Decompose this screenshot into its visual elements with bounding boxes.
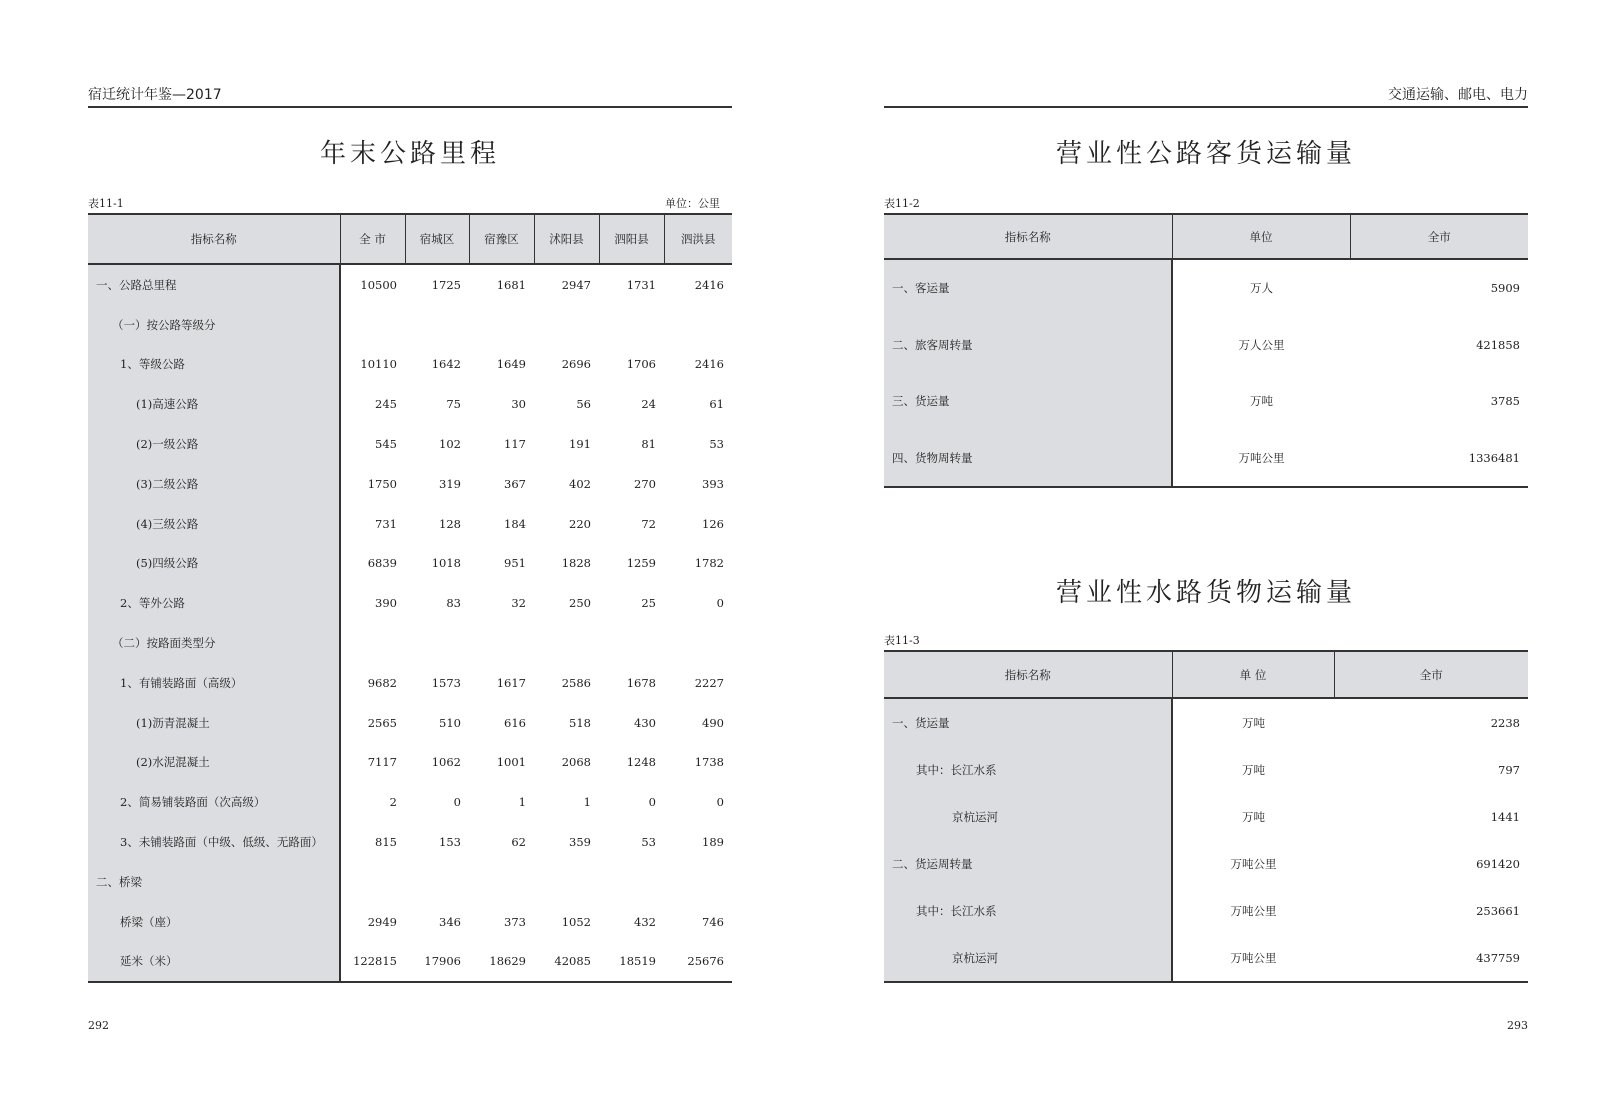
cell-unit: 万吨公里 xyxy=(1238,450,1285,465)
cell-value: 25676 xyxy=(687,954,724,969)
cell-value: 2227 xyxy=(694,675,724,690)
cell-value: 72 xyxy=(641,516,656,531)
cell-value xyxy=(664,305,732,345)
table-number: 表11-1 xyxy=(88,197,124,210)
cell-value: 797 xyxy=(1498,762,1520,777)
cell-value xyxy=(340,862,405,902)
cell-value: 1 xyxy=(518,795,526,810)
row-label: (1)高速公路 xyxy=(88,384,340,424)
cell-value: 122815 xyxy=(353,954,397,969)
cell-value: 1617 xyxy=(496,675,526,690)
cell-value: 951 xyxy=(504,556,526,571)
table-row xyxy=(88,862,732,902)
cell-value: 510 xyxy=(439,715,461,730)
cell-unit: 万吨公里 xyxy=(1230,950,1277,965)
cell-value: 1782 xyxy=(694,556,724,571)
table-row xyxy=(88,544,732,584)
left-page xyxy=(88,0,732,1099)
table-title: 营业性公路客货运输量 xyxy=(1055,139,1356,169)
cell-value xyxy=(599,862,664,902)
page-number: 293 xyxy=(1507,1019,1528,1032)
header-city: 全 市 xyxy=(340,214,405,264)
cell-value: 0 xyxy=(453,795,461,810)
table-row xyxy=(88,464,732,504)
cell-value: 18519 xyxy=(619,954,656,969)
table-row xyxy=(884,887,1528,934)
table-header-row xyxy=(88,214,732,264)
cell-value xyxy=(340,305,405,345)
cell-value: 0 xyxy=(648,795,656,810)
row-label: 二、旅客周转量 xyxy=(884,317,1172,374)
table-row xyxy=(884,793,1528,840)
header-city: 全市 xyxy=(1334,651,1528,698)
row-label: 三、货运量 xyxy=(884,373,1172,430)
row-label: 四、货物周转量 xyxy=(884,430,1172,488)
header-shuyangxian: 沭阳县 xyxy=(534,214,599,264)
cell-value: 746 xyxy=(702,914,724,929)
cell-value: 1062 xyxy=(431,755,461,770)
header-suyuqu: 宿豫区 xyxy=(469,214,534,264)
cell-value: 1681 xyxy=(496,277,526,292)
cell-value: 53 xyxy=(709,437,724,452)
table-meta xyxy=(88,195,732,209)
cell-value: 2586 xyxy=(561,675,591,690)
cell-value: 1001 xyxy=(496,755,526,770)
cell-value: 17906 xyxy=(424,954,461,969)
cell-value: 1738 xyxy=(694,755,724,770)
cell-value: 1649 xyxy=(496,357,526,372)
table-row xyxy=(88,345,732,385)
right-page xyxy=(884,0,1528,1099)
cell-unit: 万人公里 xyxy=(1238,337,1285,352)
cell-value: 24 xyxy=(641,397,656,412)
table-row xyxy=(884,698,1528,746)
row-label: 2、等外公路 xyxy=(88,583,340,623)
cell-value: 153 xyxy=(439,835,461,850)
row-label: (4)三级公路 xyxy=(88,504,340,544)
row-label: (2)一级公路 xyxy=(88,424,340,464)
table-number: 表11-2 xyxy=(884,197,920,210)
table-row xyxy=(88,902,732,942)
cell-unit: 万吨公里 xyxy=(1230,903,1277,918)
cell-value xyxy=(664,862,732,902)
road-transport-table xyxy=(884,213,1528,488)
row-label: （一）按公路等级分 xyxy=(88,305,340,345)
cell-value: 9682 xyxy=(367,675,397,690)
cell-value: 32 xyxy=(511,596,526,611)
row-label: 其中：长江水系 xyxy=(884,746,1172,793)
cell-value: 61 xyxy=(709,397,724,412)
cell-value: 245 xyxy=(375,397,397,412)
cell-value: 81 xyxy=(641,437,656,452)
running-head: 宿迁统计年鉴—2017 xyxy=(88,86,732,108)
cell-value: 7117 xyxy=(367,755,397,770)
row-label: 其中：长江水系 xyxy=(884,887,1172,934)
running-head: 交通运输、邮电、电力 xyxy=(884,86,1528,108)
table-row xyxy=(884,373,1528,430)
unit-label: 单位：公里 xyxy=(665,197,720,210)
cell-value: 184 xyxy=(504,516,526,531)
row-label: 1、有铺装路面（高级） xyxy=(88,663,340,703)
cell-value: 62 xyxy=(511,835,526,850)
table-row xyxy=(884,934,1528,982)
cell-value: 3785 xyxy=(1490,394,1520,409)
cell-value xyxy=(469,623,534,663)
page-number: 292 xyxy=(88,1019,109,1032)
cell-value xyxy=(534,623,599,663)
table-row xyxy=(88,782,732,822)
cell-value xyxy=(599,623,664,663)
table-row xyxy=(88,822,732,862)
row-label: 一、货运量 xyxy=(884,698,1172,746)
row-label: (5)四级公路 xyxy=(88,544,340,584)
header-city: 全市 xyxy=(1350,214,1528,259)
cell-value: 10500 xyxy=(360,277,397,292)
table-row xyxy=(88,703,732,743)
table-row xyxy=(884,430,1528,488)
cell-value: 0 xyxy=(716,596,724,611)
table-number: 表11-3 xyxy=(884,634,920,647)
table-row xyxy=(88,663,732,703)
header-indicator: 指标名称 xyxy=(884,651,1172,698)
cell-value: 2416 xyxy=(694,357,724,372)
cell-value: 1642 xyxy=(431,357,461,372)
cell-value: 10110 xyxy=(360,357,397,372)
row-label: 2、简易铺装路面（次高级） xyxy=(88,782,340,822)
table-meta xyxy=(884,632,1528,646)
table-row xyxy=(88,504,732,544)
row-label: (2)水泥混凝土 xyxy=(88,743,340,783)
cell-value: 390 xyxy=(375,596,397,611)
cell-value: 437759 xyxy=(1476,950,1520,965)
cell-value: 490 xyxy=(702,715,724,730)
table-header-row xyxy=(884,214,1528,259)
header-suchengqu: 宿城区 xyxy=(405,214,469,264)
cell-value: 1 xyxy=(583,795,591,810)
cell-value: 1336481 xyxy=(1468,450,1520,465)
table-title: 营业性水路货物运输量 xyxy=(1055,578,1356,608)
cell-value xyxy=(599,305,664,345)
row-label: 桥梁（座） xyxy=(88,902,340,942)
row-label: (3)二级公路 xyxy=(88,464,340,504)
cell-value: 731 xyxy=(375,516,397,531)
cell-value: 518 xyxy=(569,715,591,730)
cell-value: 1259 xyxy=(626,556,656,571)
cell-value xyxy=(534,305,599,345)
cell-value: 1052 xyxy=(561,914,591,929)
cell-value xyxy=(405,305,469,345)
cell-value: 102 xyxy=(439,437,461,452)
cell-unit: 万吨 xyxy=(1242,715,1265,730)
cell-value: 270 xyxy=(634,476,656,491)
header-unit: 单 位 xyxy=(1172,651,1334,698)
cell-value xyxy=(405,862,469,902)
cell-value: 220 xyxy=(569,516,591,531)
row-label: (1)沥青混凝土 xyxy=(88,703,340,743)
table-row xyxy=(88,583,732,623)
cell-value: 393 xyxy=(702,476,724,491)
cell-value: 0 xyxy=(716,795,724,810)
table-row xyxy=(88,384,732,424)
cell-value: 189 xyxy=(702,835,724,850)
cell-value: 346 xyxy=(439,914,461,929)
cell-value: 128 xyxy=(439,516,461,531)
cell-value: 6839 xyxy=(367,556,397,571)
cell-value: 430 xyxy=(634,715,656,730)
header-unit: 单位 xyxy=(1172,214,1350,259)
header-indicator: 指标名称 xyxy=(884,214,1172,259)
cell-value: 432 xyxy=(634,914,656,929)
cell-value: 1678 xyxy=(626,675,656,690)
cell-value: 2947 xyxy=(561,277,591,292)
cell-value: 2416 xyxy=(694,277,724,292)
cell-unit: 万吨公里 xyxy=(1230,856,1277,871)
cell-value: 367 xyxy=(504,476,526,491)
cell-value: 250 xyxy=(569,596,591,611)
cell-value: 2696 xyxy=(561,357,591,372)
header-siyangxian: 泗阳县 xyxy=(599,214,664,264)
header-sihongxian: 泗洪县 xyxy=(664,214,732,264)
cell-value: 359 xyxy=(569,835,591,850)
cell-value: 691420 xyxy=(1476,856,1520,871)
row-label: （二）按路面类型分 xyxy=(88,623,340,663)
row-label: 1、等级公路 xyxy=(88,345,340,385)
cell-unit: 万吨 xyxy=(1242,809,1265,824)
cell-value: 18629 xyxy=(489,954,526,969)
row-label: 京杭运河 xyxy=(884,793,1172,840)
cell-value: 117 xyxy=(504,437,526,452)
cell-value: 191 xyxy=(569,437,591,452)
table-row xyxy=(88,424,732,464)
row-label: 二、桥梁 xyxy=(88,862,340,902)
highway-mileage-table xyxy=(88,213,732,983)
cell-value: 2 xyxy=(389,795,397,810)
table-row xyxy=(884,746,1528,793)
header-indicator: 指标名称 xyxy=(88,214,340,264)
cell-value xyxy=(534,862,599,902)
table-row xyxy=(88,743,732,783)
table-row xyxy=(884,259,1528,317)
cell-value: 373 xyxy=(504,914,526,929)
row-label: 二、货运周转量 xyxy=(884,840,1172,887)
cell-value: 1706 xyxy=(626,357,656,372)
cell-value: 30 xyxy=(511,397,526,412)
row-label: 延米（米） xyxy=(88,942,340,983)
cell-unit: 万人 xyxy=(1250,281,1273,296)
cell-value: 56 xyxy=(576,397,591,412)
row-label: 一、客运量 xyxy=(884,259,1172,317)
waterway-transport-table xyxy=(884,650,1528,983)
table-row xyxy=(884,317,1528,374)
table-row xyxy=(88,942,732,983)
row-label: 京杭运河 xyxy=(884,934,1172,982)
cell-value: 2068 xyxy=(561,755,591,770)
cell-value: 319 xyxy=(439,476,461,491)
table-row xyxy=(884,840,1528,887)
cell-value: 545 xyxy=(375,437,397,452)
cell-value: 53 xyxy=(641,835,656,850)
table-row xyxy=(88,305,732,345)
cell-value: 2238 xyxy=(1490,715,1520,730)
cell-value: 1573 xyxy=(431,675,461,690)
table-row xyxy=(88,623,732,663)
cell-value: 25 xyxy=(641,596,656,611)
cell-value: 421858 xyxy=(1476,337,1520,352)
cell-value: 1828 xyxy=(561,556,591,571)
cell-value: 1731 xyxy=(626,277,656,292)
cell-value: 2565 xyxy=(367,715,397,730)
cell-value: 1018 xyxy=(431,556,461,571)
cell-value: 1248 xyxy=(626,755,656,770)
cell-value xyxy=(405,623,469,663)
row-label: 3、未铺装路面（中级、低级、无路面） xyxy=(88,822,340,862)
table-title: 年末公路里程 xyxy=(319,139,500,169)
cell-value: 75 xyxy=(446,397,461,412)
cell-unit: 万吨 xyxy=(1242,762,1265,777)
table-row xyxy=(88,264,732,305)
cell-value: 616 xyxy=(504,715,526,730)
cell-value xyxy=(340,623,405,663)
table-meta xyxy=(884,195,1528,209)
cell-value: 2949 xyxy=(367,914,397,929)
cell-value xyxy=(469,862,534,902)
cell-value: 5909 xyxy=(1490,281,1520,296)
cell-unit: 万吨 xyxy=(1250,394,1273,409)
cell-value: 402 xyxy=(569,476,591,491)
cell-value: 815 xyxy=(375,835,397,850)
cell-value: 1725 xyxy=(431,277,461,292)
cell-value: 1441 xyxy=(1490,809,1520,824)
cell-value: 42085 xyxy=(554,954,591,969)
cell-value: 83 xyxy=(446,596,461,611)
cell-value xyxy=(469,305,534,345)
cell-value: 126 xyxy=(702,516,724,531)
cell-value: 1750 xyxy=(367,476,397,491)
cell-value xyxy=(664,623,732,663)
table-header-row xyxy=(884,651,1528,698)
cell-value: 253661 xyxy=(1476,903,1520,918)
row-label: 一、公路总里程 xyxy=(88,264,340,305)
